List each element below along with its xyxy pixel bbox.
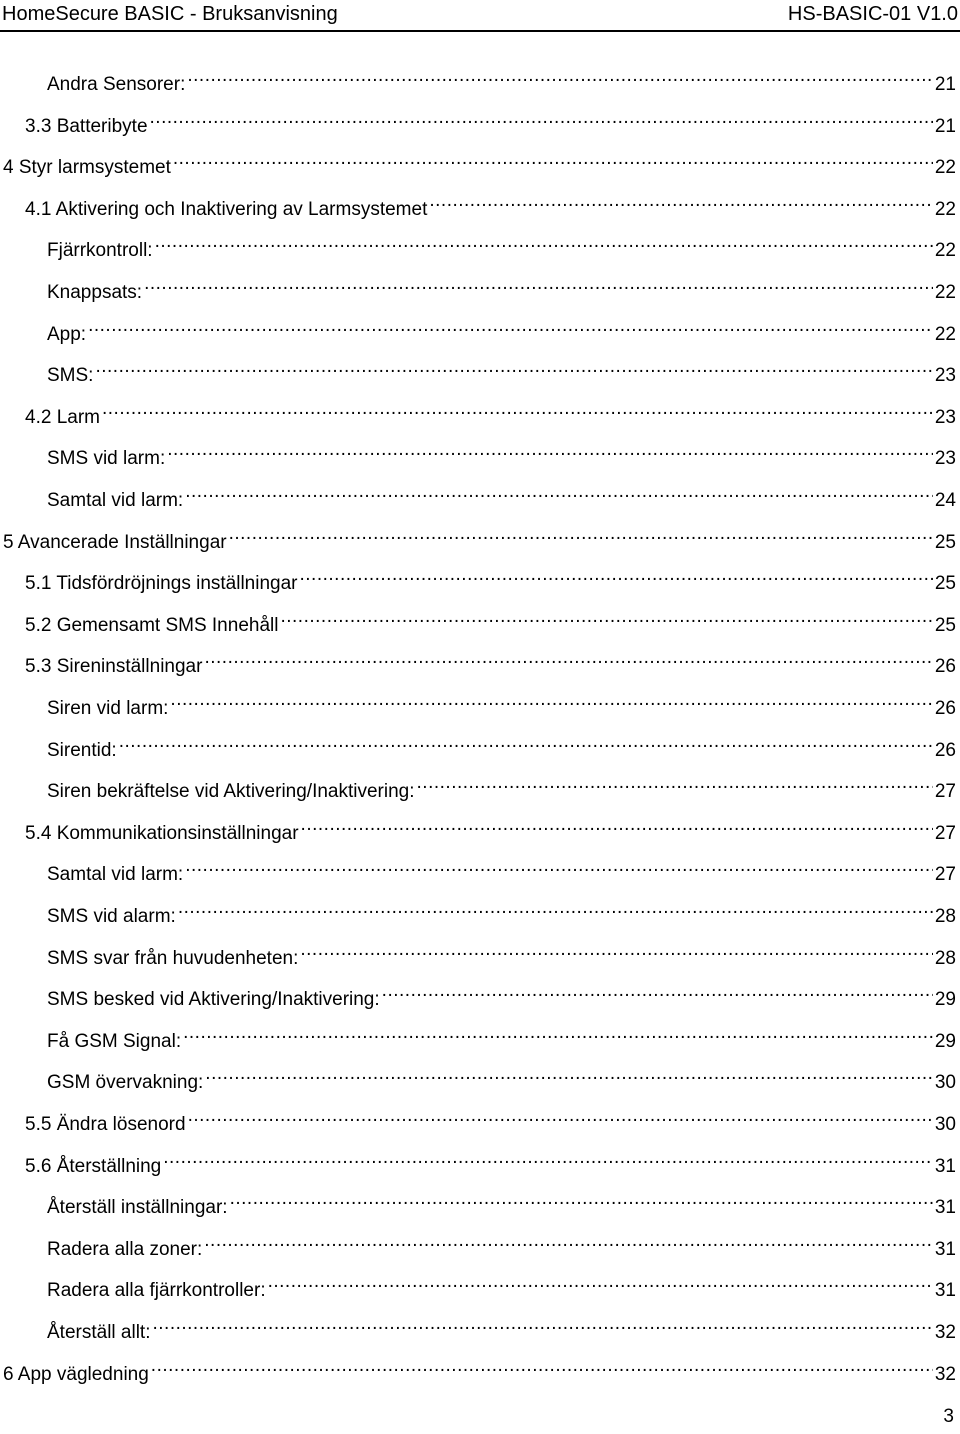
toc-leader-dots (229, 520, 933, 548)
toc-entry[interactable] (25, 561, 956, 595)
toc-leader-dots (417, 769, 933, 797)
toc-entry[interactable] (47, 686, 956, 719)
toc-entry-page: 31 (934, 1280, 956, 1302)
toc-leader-dots (382, 977, 933, 1005)
toc-leader-dots (155, 228, 933, 256)
toc-entry-page: 23 (934, 365, 956, 387)
toc-leader-dots (119, 728, 933, 756)
toc-leader-dots (95, 353, 932, 381)
toc-entry-label: App: (47, 323, 87, 345)
toc-leader-dots (167, 436, 933, 464)
toc-entry[interactable] (47, 270, 956, 303)
toc-entry[interactable] (25, 395, 956, 428)
toc-entry-page: 31 (934, 1238, 956, 1260)
toc-leader-dots (301, 811, 933, 839)
toc-entry[interactable] (47, 936, 956, 969)
toc-entry-label: Sirentid: (47, 739, 117, 761)
toc-entry-page: 31 (934, 1155, 956, 1177)
toc-entry-label: 6 App vägledning (3, 1363, 149, 1385)
toc-entry-label: 3.3 Batteribyte (25, 115, 148, 137)
toc-entry-page: 27 (934, 822, 956, 844)
toc-leader-dots (205, 1060, 933, 1088)
toc-entry-label: Radera alla fjärrkontroller: (47, 1280, 266, 1302)
toc-leader-dots (185, 478, 933, 506)
toc-entry-label: Andra Sensorer: (47, 74, 186, 95)
toc-entry[interactable] (25, 811, 956, 844)
toc-entry[interactable] (47, 1268, 956, 1302)
toc-entry-label: Samtal vid larm: (47, 490, 184, 511)
toc-leader-dots (102, 395, 933, 423)
toc-entry[interactable] (47, 312, 956, 345)
document-version: HS-BASIC-01 V1.0 (787, 2, 958, 25)
toc-leader-dots (230, 1185, 933, 1213)
toc-entry[interactable] (25, 1102, 956, 1135)
toc-entry-page: 31 (934, 1197, 956, 1219)
toc-entry-page: 30 (934, 1072, 956, 1094)
toc-entry[interactable] (47, 977, 956, 1011)
toc-entry[interactable] (47, 1019, 956, 1052)
toc-leader-dots (300, 936, 932, 964)
toc-leader-dots (204, 1227, 933, 1255)
toc-entry-label: Återställ allt: (47, 1322, 151, 1343)
document-title: HomeSecure BASIC - Bruksanvisning (2, 2, 338, 25)
toc-entry[interactable] (25, 104, 956, 137)
header-divider (0, 30, 960, 32)
toc-entry-label: SMS: (47, 365, 94, 387)
toc-entry[interactable] (47, 228, 956, 262)
toc-entry-page: 24 (934, 490, 956, 511)
toc-leader-dots (300, 561, 933, 589)
toc-leader-dots (185, 852, 933, 880)
toc-entry-label: 5 Avancerade Inställningar (3, 531, 227, 553)
toc-leader-dots (204, 644, 932, 672)
toc-entry-page: 25 (934, 614, 956, 636)
toc-entry-page: 22 (934, 323, 956, 345)
toc-entry-page: 30 (934, 1114, 956, 1135)
toc-entry-label: Siren bekräftelse vid Aktivering/Inaktivering: (47, 781, 415, 803)
toc-entry[interactable] (3, 520, 956, 553)
toc-entry-label: Återställ inställningar: (47, 1197, 228, 1219)
toc-leader-dots (88, 312, 933, 340)
toc-entry-page: 26 (934, 656, 956, 678)
toc-entry-label: SMS vid larm: (47, 448, 166, 470)
toc-entry-label: 5.2 Gemensamt SMS Innehåll (25, 614, 279, 636)
toc-entry-page: 27 (934, 781, 956, 803)
toc-entry-page: 28 (934, 947, 956, 969)
page-number: 3 (943, 1406, 954, 1427)
toc-entry[interactable] (47, 1227, 956, 1260)
toc-entry-page: 32 (934, 1363, 956, 1385)
toc-entry-label: 5.4 Kommunikationsinställningar (25, 822, 299, 844)
toc-entry-page: 27 (934, 864, 956, 886)
toc-entry[interactable] (47, 62, 956, 95)
toc-entry-page: 25 (934, 531, 956, 553)
toc-entry-page: 29 (934, 989, 956, 1011)
toc-entry[interactable] (47, 353, 956, 387)
toc-entry-label: 4.1 Aktivering och Inaktivering av Larmsystemet (25, 198, 428, 220)
toc-entry-label: 5.5 Ändra lösenord (25, 1114, 186, 1135)
toc-entry-page: 21 (934, 115, 956, 137)
toc-entry-page: 21 (934, 74, 956, 95)
toc-entry[interactable] (47, 436, 956, 470)
toc-entry-page: 32 (934, 1322, 956, 1343)
toc-entry-page: 26 (934, 739, 956, 761)
toc-leader-dots (173, 145, 933, 173)
toc-entry-label: 5.3 Sireninställningar (25, 656, 203, 678)
toc-entry-label: Få GSM Signal: (47, 1030, 182, 1052)
toc-entry-label: 4.2 Larm (25, 406, 100, 428)
toc-entry-page: 22 (934, 282, 956, 303)
toc-entry-page: 23 (934, 406, 956, 428)
toc-entry[interactable] (3, 1352, 956, 1385)
toc-entry-page: 23 (934, 448, 956, 470)
toc-entry-label: Knappsats: (47, 282, 143, 303)
page-header (0, 0, 960, 28)
toc-leader-dots (188, 1102, 933, 1130)
toc-entry[interactable] (25, 1144, 956, 1177)
toc-entry[interactable] (47, 894, 956, 927)
toc-leader-dots (170, 686, 932, 714)
toc-entry[interactable] (25, 644, 956, 678)
toc-entry[interactable] (25, 187, 956, 220)
toc-entry-label: SMS vid alarm: (47, 906, 176, 927)
toc-entry-label: GSM övervakning: (47, 1072, 204, 1094)
toc-leader-dots (151, 1352, 933, 1380)
toc-leader-dots (187, 62, 933, 90)
toc-leader-dots (280, 603, 932, 631)
toc-entry[interactable] (47, 1185, 956, 1219)
toc-entry-label: Radera alla zoner: (47, 1238, 203, 1260)
toc-entry-page: 22 (934, 198, 956, 220)
toc-entry-page: 28 (934, 906, 956, 927)
toc-entry-label: Samtal vid larm: (47, 864, 184, 886)
toc-entry-label: 5.6 Återställning (25, 1155, 162, 1177)
toc-entry-page: 22 (934, 157, 956, 179)
toc-entry-label: 5.1 Tidsfördröjnings inställningar (25, 573, 298, 595)
toc-entry-label: Fjärrkontroll: (47, 240, 153, 262)
toc-entry[interactable] (47, 478, 956, 511)
toc-entry[interactable] (47, 1060, 956, 1094)
toc-entry[interactable] (3, 145, 956, 179)
toc-entry[interactable] (47, 769, 956, 803)
toc-entry[interactable] (25, 603, 956, 636)
toc-entry[interactable] (47, 728, 956, 761)
toc-leader-dots (429, 187, 933, 215)
toc-entry-page: 26 (934, 698, 956, 719)
toc-leader-dots (178, 894, 933, 922)
toc-leader-dots (144, 270, 933, 298)
toc-entry[interactable] (47, 1310, 956, 1343)
toc-leader-dots (268, 1268, 933, 1296)
toc-leader-dots (183, 1019, 933, 1047)
toc-entry-page: 25 (934, 573, 956, 595)
toc-entry-label: Siren vid larm: (47, 698, 169, 719)
toc-leader-dots (152, 1310, 932, 1338)
toc-entry-page: 22 (934, 240, 956, 262)
toc-entry[interactable] (47, 852, 956, 886)
toc-leader-dots (150, 104, 933, 132)
toc-leader-dots (163, 1144, 933, 1172)
toc-entry-page: 29 (934, 1030, 956, 1052)
toc-entry-label: SMS svar från huvudenheten: (47, 947, 299, 969)
toc-entry-label: 4 Styr larmsystemet (3, 157, 171, 179)
toc-entry-label: SMS besked vid Aktivering/Inaktivering: (47, 989, 380, 1011)
